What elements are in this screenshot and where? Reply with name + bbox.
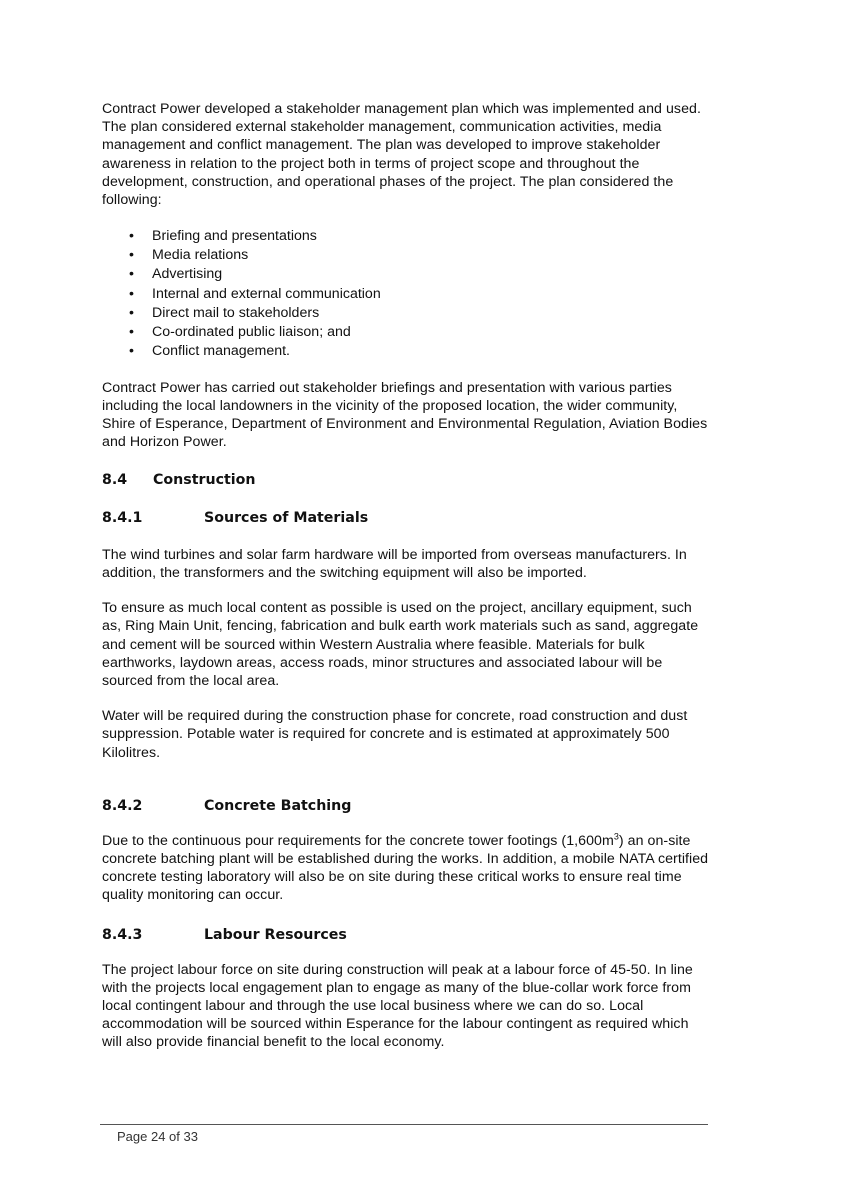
list-item <box>102 265 712 284</box>
list-item <box>102 323 712 342</box>
subsection-title: Concrete Batching <box>204 797 352 814</box>
considerations-list <box>102 227 712 361</box>
section-title: Construction <box>153 471 256 488</box>
list-item-text: Briefing and presentations <box>152 228 317 245</box>
subsection-number: 8.4.3 <box>102 926 143 943</box>
list-item <box>102 246 712 265</box>
bullet-icon: • <box>129 285 134 302</box>
list-item-text: Advertising <box>152 266 223 283</box>
bullet-icon: • <box>129 342 134 359</box>
list-item-text: Conflict management. <box>152 342 291 359</box>
document-page <box>102 100 712 1052</box>
list-item-text: Media relations <box>152 247 249 264</box>
bullet-icon: • <box>129 266 134 283</box>
page-number: Page 24 of 33 <box>117 1129 198 1144</box>
bullet-icon: • <box>129 247 134 264</box>
list-item-text: Co-ordinated public liaison; and <box>152 323 351 340</box>
list-item-text: Direct mail to stakeholders <box>152 304 320 321</box>
section-number: 8.4 <box>102 471 128 488</box>
concrete-batching-paragraph: Due to the continuous pour requirements for the concrete tower footings $(1,600m^3)$ an on-site concrete batching plant will be established during the works. In addition, a mobile NATA certified concrete testing laboratory will also be on site during these critical works to ensure real time quality monitoring can occur. <box>102 830 709 904</box>
footer-rule <box>100 1124 708 1125</box>
subsection-number: 8.4.2 <box>102 797 143 814</box>
subsection-title: Sources of Materials <box>204 509 369 526</box>
subsection-title: Labour Resources <box>204 926 347 943</box>
materials-paragraph-imports: The wind turbines and solar farm hardware will be imported from overseas manufacturers. In addition, the transformers and the switching equipment will also be imported. <box>102 546 687 581</box>
materials-paragraph-local-content: To ensure as much local content as possible is used on the project, ancillary equipment, such as, Ring Main Unit, fencing, fabrication and bulk earth work materials such as sand, aggregate and cement will be sourced within Western Australia where feasible. Materials for bulk earthworks, laydown areas, access roads, minor structures and associated labour will be sourced from the local area. <box>102 600 699 689</box>
list-item-text: Internal and external communication <box>152 285 381 302</box>
bullet-icon: • <box>129 228 134 245</box>
subsection-heading-sources-of-materials <box>102 510 712 526</box>
list-item <box>102 285 712 304</box>
subsection-heading-labour-resources <box>102 927 712 943</box>
subsection-number: 8.4.1 <box>102 509 143 526</box>
briefings-paragraph: Contract Power has carried out stakeholder briefings and presentation with various parties including the local landowners in the vicinity of the proposed location, the wider community, Shire of Esperance, Department of Environment and Environmental Regulation, Aviation Bodies and Horizon Power. <box>102 379 708 451</box>
list-item <box>102 227 712 246</box>
section-heading-construction <box>102 472 712 488</box>
list-item <box>102 342 712 361</box>
intro-paragraph: Contract Power developed a stakeholder management plan which was implemented and used. The plan considered external stakeholder management, communication activities, media management and conflict management. The plan was developed to improve stakeholder awareness in relation to the project both in terms of project scope and throughout the development, construction, and operational phases of the project. The plan considered the following: <box>102 101 701 209</box>
labour-resources-paragraph: The project labour force on site during construction will peak at a labour force of 45-50. In line with the projects local engagement plan to engage as many of the blue-collar work force from local contingent labour and through the use local business where we can do so. Local accommodation will be sourced within Esperance for the labour contingent as required which will also provide financial benefit to the local economy. <box>102 961 693 1051</box>
bullet-icon: • <box>129 323 134 340</box>
bullet-icon: • <box>129 304 134 321</box>
list-item <box>102 304 712 323</box>
subsection-heading-concrete-batching <box>102 798 712 814</box>
materials-paragraph-water: Water will be required during the construction phase for concrete, road construction and dust suppression. Potable water is required for concrete and is estimated at approximately 500 Kilolitres. <box>102 708 688 761</box>
